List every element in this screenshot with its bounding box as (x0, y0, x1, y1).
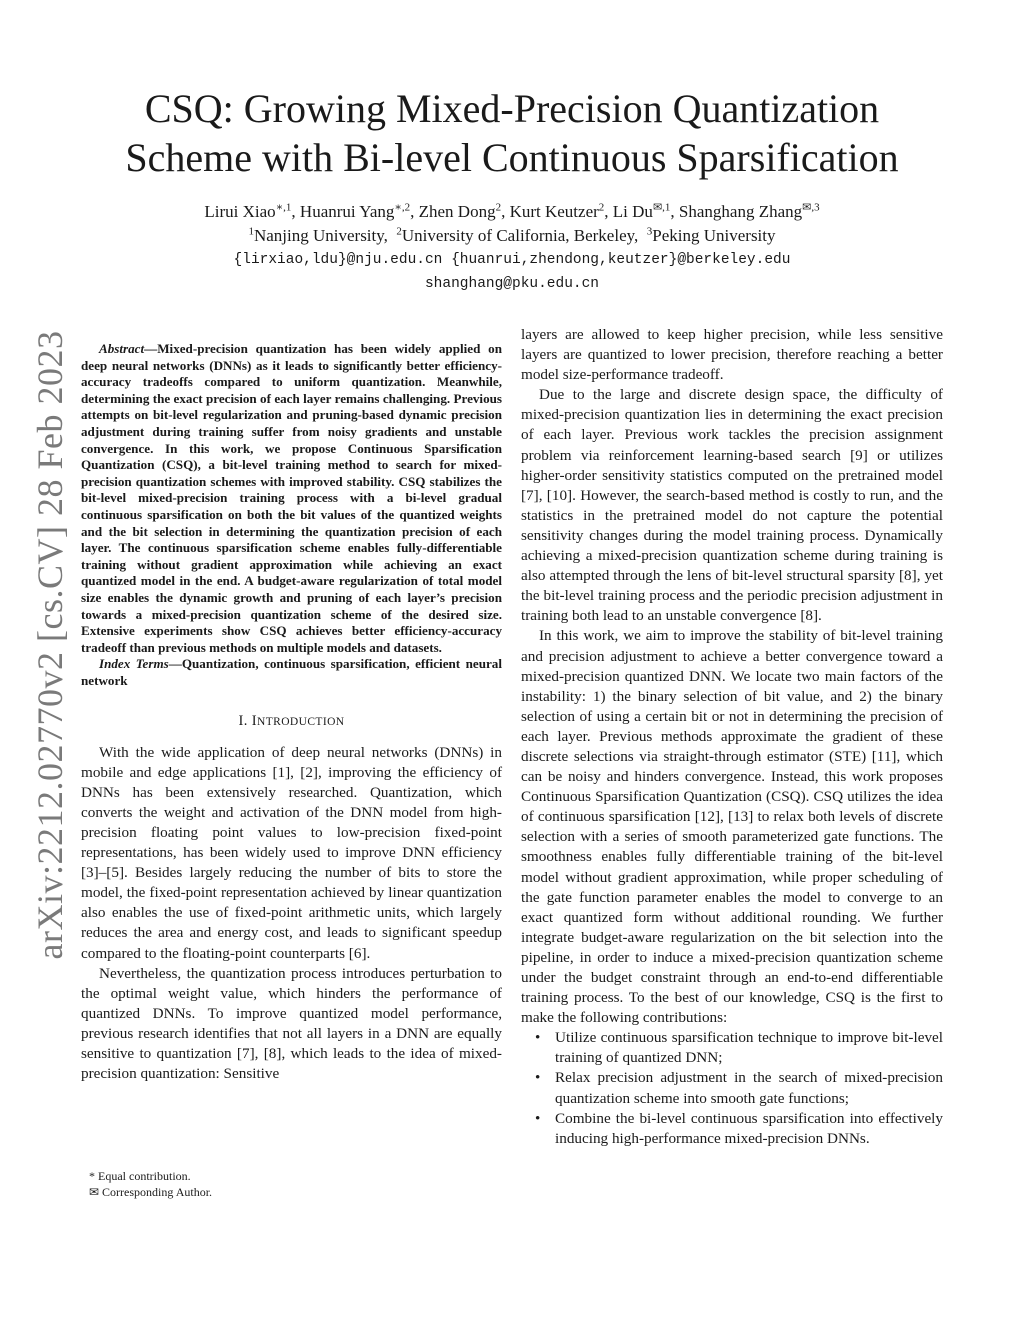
affiliation-name: Nanjing University, (253, 226, 388, 245)
author-list: Lirui Xiao$^{∗,1}$, Huanrui Yang$^{∗,2}$, Zhen Dong$^2$, Kurt Keutzer$^2$, Li $Du^{✉,1}$, Shanghang Zhang$^{✉,3}$ (204, 201, 820, 221)
abstract-text: —Mixed-precision quantization has been widely applied on deep neural networks (DNNs) as it leads to significantly better efficiency-accuracy tradeoffs compared to uniform quantization. Meanwhile, determining the exact precision of each layer remains challenging. Previous attempts on bit-level regularization and pruning-based dynamic precision adjustment during training suffer from noisy gradients and unstable convergence. In this work, we propose Continuous Sparsification Quantization (CSQ), a bit-level training method to search for mixed-precision quantization schemes with improved stability. CSQ stabilizes the bit-level mixed-precision training process with a bi-level gradual continuous sparsification on both the bit values of the quantized weights and the bit selection in determining the quantization precision of each layer. The continuous sparsification scheme enables fully-differentiable training without gradient approximation while achieving an exact quantized model in the end. A budget-aware regularization of total model size enables the dynamic growth and pruning of each layer’s precision towards a mixed-precision quantization scheme of the desired size. Extensive experiments show CSQ achieves better efficiency-accuracy tradeoff than previous methods on multiple models and datasets. (81, 341, 502, 655)
index-terms-text: —Quantization, continuous sparsification, efficient neural network (81, 656, 502, 688)
section-heading-introduction (81, 711, 502, 732)
affiliation-name: University of California, Berkeley, (401, 226, 639, 245)
footnote: * Equal contribution. (89, 1169, 191, 1183)
paragraph: Due to the large and discrete design space, the difficulty of mixed-precision quantization lies in determining the exact precision of each layer. Previous work tackles the precision assignment problem via reinforcement learning-based search [9] or utilizes higher-order sensitivity statistics computed on the pretrained model [7], [10]. However, the search-based method is costly to run, and the statistics in the pretrained model do not capture the potential sensitivity changes during the model training process. Dynamically achieving a mixed-precision quantization scheme during training is also attempted through the lens of bit-level structural sparsity [8], yet the bit-level training process and the periodic precision adjustment in training both lead to an unstable convergence [8]. (521, 386, 943, 625)
section-title-rest: NTRODUCTION (257, 716, 345, 729)
email-line-2: shanghang@pku.edu.cn (424, 276, 600, 292)
list-item (535, 1068, 943, 1108)
author-name: Huanrui Yang (299, 202, 395, 221)
section-numeral: I. (238, 713, 248, 730)
paper-title (0, 84, 1024, 182)
right-column (521, 325, 943, 1149)
footnote: ✉ Corresponding Author. (89, 1185, 213, 1199)
arxiv-sidebar (20, 330, 80, 960)
affiliation-list (0, 224, 1024, 248)
list-item (535, 1109, 943, 1149)
left-column (81, 325, 502, 1084)
author-name: Kurt Keutzer (509, 202, 599, 221)
contribution-list (521, 1028, 943, 1149)
index-terms-label: Index Terms (99, 656, 169, 672)
author-mark: ∗,1 (275, 201, 292, 214)
author-name: Li Du (612, 202, 653, 221)
bullet-icon: • (535, 1109, 541, 1127)
paragraph: Nevertheless, the quantization process introduces perturbation to the optimal weight value, which hinders the performance of quantized DNNs. To improve quantized model performance, previous research identifies that not all layers in a DNN are equally sensitive to quantization [7], [8], which leads to the idea of mixed-precision quantization: Sensitive (81, 964, 502, 1083)
author-mark: ✉,1 (652, 201, 671, 214)
bullet-icon: • (535, 1069, 541, 1087)
author-mark: 2 (598, 201, 605, 214)
abstract-label: Abstract (99, 341, 145, 356)
title-line-1: CSQ: Growing Mixed-Precision Quantization (144, 86, 880, 131)
list-item-text: Relax precision adjustment in the search of mixed-precision quantization scheme into smooth gate functions; (555, 1069, 943, 1107)
affiliation-mark: 3 (646, 225, 653, 238)
paragraph: With the wide application of deep neural networks (DNNs) in mobile and edge applications [1], [2], improving the efficiency of DNNs has been extensively researched. Quantization, which converts the weight and activation of the DNN model from high-precision floating point values to low-precision fixed-point representations, has been widely used to improve DNN efficiency [3]–[5]. Besides largely reducing the number of bits to store the model, the fixed-point representation achieved by linear quantization also enables the use of fixed-point arithmetic units, which largely reduces the area and energy cost, and leads to significant speedup compared to the floating-point counterparts [6]. (81, 743, 502, 962)
author-mark: ✉,3 (802, 201, 820, 214)
affiliation-mark: 1 (248, 225, 254, 238)
author-mark: 2 (495, 201, 502, 214)
footnotes (81, 1168, 502, 1200)
abstract (81, 341, 502, 656)
paragraph-continuation: layers are allowed to keep higher precision, while less sensitive layers are quantized to lower precision, therefore reaching a better model size-performance tradeoff. (521, 326, 943, 384)
author-name: Lirui Xiao (204, 202, 276, 221)
affiliation-name: Peking University (652, 226, 776, 245)
index-terms (81, 656, 502, 689)
author-name: Zhen Dong (418, 202, 496, 221)
paragraph: In this work, we aim to improve the stability of bit-level training and precision adjustment to achieve a better convergence toward a mixed-precision quantized DNN. We locate two main factors of the instability: 1) the binary selection of bit value, and 2) the binary selection of using a certain bit or not in determining the precision of each layer. Previous methods approximate the gradient of these discrete selections via straight-through estimator (STE) [11], which can be noisy and hinders convergence. Instead, this work proposes Continuous Sparsification Quantization (CSQ). CSQ utilizes the idea of continuous sparsification [12], [13] to relax both levels of discrete selection with a series of smooth parameterized gate functions. The smoothness enables fully differentiable training of the bit-level model without gradient approximation, while proper scheduling of the gate function parameter enables the model to converge to an exact quantized form without additional rounding. We further integrate budget-aware regularization on the bit selection into the pipeline, in order to induce a mixed-precision quantization scheme under the budget constraint through an end-to-end differentiable training process. To the best of our knowledge, CSQ is the first to make the following contributions: (521, 627, 943, 1027)
author-name: Shanghang Zhang (678, 202, 803, 221)
list-item-text: Combine the bi-level continuous sparsification into effectively inducing high-performance mixed-precision DNNs. (555, 1109, 943, 1147)
list-item-text: Utilize continuous sparsification technique to improve bit-level training of quantized DNN; (555, 1029, 943, 1067)
author-block (0, 200, 1024, 296)
affiliation-mark: 2 (396, 225, 402, 238)
author-mark: ∗,2 (394, 201, 411, 214)
email-line-1: {lirxiao,ldu}@nju.edu.cn {huanrui,zhendong,keutzer}@berkeley.edu (233, 252, 791, 268)
list-item (535, 1028, 943, 1068)
section-first-letter: I (251, 713, 258, 730)
bullet-icon: • (535, 1029, 541, 1047)
title-line-2: Scheme with Bi-level Continuous Sparsification (125, 135, 899, 180)
arxiv-identifier: arXiv:2212.02770v2 [cs.CV] 28 Feb 2023 (30, 330, 70, 960)
